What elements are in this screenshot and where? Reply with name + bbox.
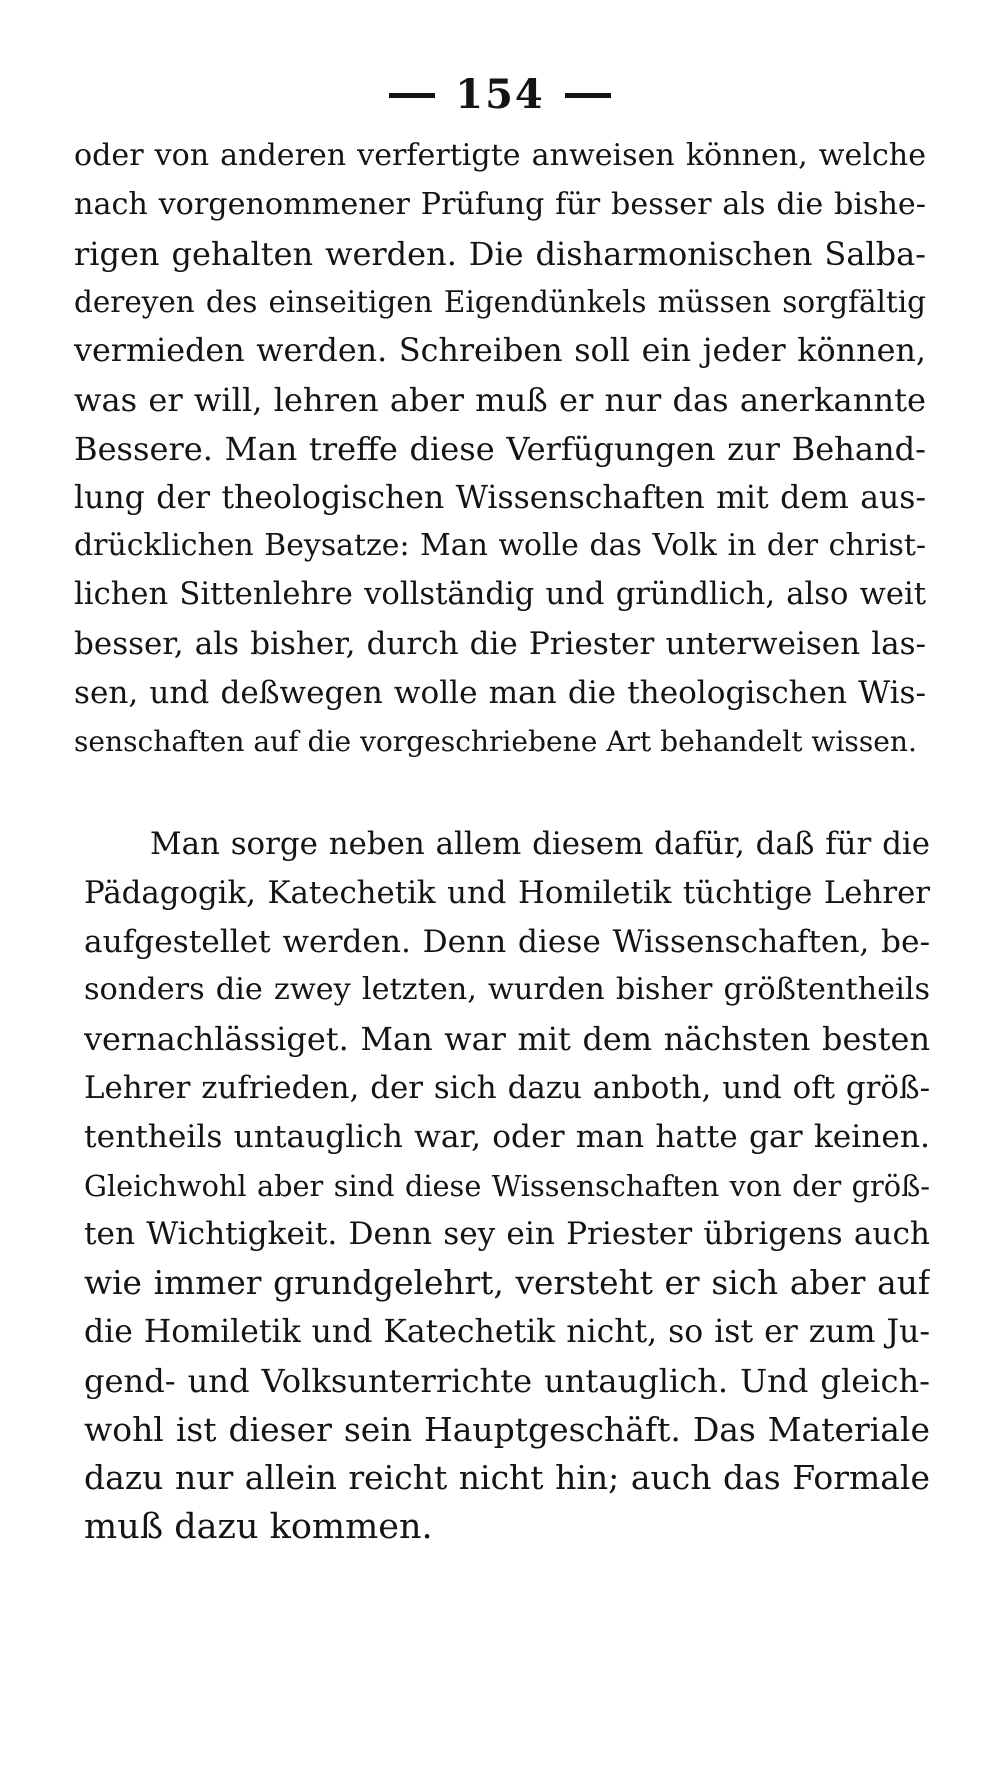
header-dash-right — [565, 93, 611, 98]
text-line: wohl ist dieser sein Hauptgeschäft. Das Materiale — [84, 1409, 930, 1449]
text-line: rigen gehalten werden. Die disharmonischen Salba- — [74, 234, 926, 273]
text-line: wie immer grundgelehrt, versteht er sich aber auf — [84, 1264, 930, 1303]
text-line: tentheils untauglich war, oder man hatte gar keinen. — [84, 1118, 930, 1155]
text-line: lichen Sittenlehre vollständig und gründlich, also weit — [74, 577, 926, 613]
text-line: senschaften auf die vorgeschriebene Art behandelt wissen. — [74, 724, 917, 758]
paragraph-1 — [74, 132, 926, 766]
text-line: was er will, lehren aber muß er nur das anerkannte — [74, 380, 926, 419]
text-line: Pädagogik, Katechetik und Homiletik tüchtige Lehrer — [84, 874, 930, 911]
text-line: Bessere. Man treffe diese Verfügungen zur Behand- — [74, 429, 926, 468]
text-line: besser, als bisher, durch die Priester unterweisen las- — [74, 625, 926, 662]
page-header — [0, 62, 1000, 125]
text-line: Gleichwohl aber sind diese Wissenschaften von der größ- — [84, 1168, 930, 1203]
text-line: aufgestellet werden. Denn diese Wissenschaften, be- — [84, 923, 930, 960]
text-line: sonders die zwey letzten, wurden bisher größtentheils — [84, 972, 930, 1008]
text-line: dereyen des einseitigen Eigendünkels müssen sorgfältig — [74, 285, 926, 320]
paragraph-2 — [84, 820, 930, 1552]
header-dash-left — [389, 93, 435, 98]
text-line: sen, und deßwegen wolle man die theologischen Wis- — [74, 674, 926, 711]
text-line: muß dazu kommen. — [84, 1507, 433, 1548]
text-line: gend- und Volksunterrichte untauglich. Und gleich- — [84, 1361, 930, 1400]
text-line: nach vorgenommener Prüfung für besser als die bishe- — [74, 186, 926, 222]
text-line: dazu nur allein reicht nicht hin; auch das Formale — [84, 1458, 930, 1498]
text-line: lung der theologischen Wissenschaften mit dem aus- — [74, 479, 926, 516]
text-line: oder von anderen verfertigte anweisen können, welche — [74, 138, 926, 173]
text-line: Man sorge neben allem diesem dafür, daß für die — [150, 826, 930, 862]
text-line: die Homiletik und Katechetik nicht, so ist er zum Ju- — [84, 1313, 930, 1350]
page-number: 154 — [455, 71, 545, 118]
text-line: drücklichen Beysatze: Man wolle das Volk in der christ- — [74, 528, 926, 564]
text-line: Lehrer zufrieden, der sich dazu anboth, und oft größ- — [84, 1069, 930, 1106]
text-line: ten Wichtigkeit. Denn sey ein Priester übrigens auch — [84, 1216, 930, 1253]
text-line: vermieden werden. Schreiben soll ein jeder können, — [74, 332, 926, 370]
text-line: vernachlässiget. Man war mit dem nächsten besten — [84, 1020, 930, 1059]
